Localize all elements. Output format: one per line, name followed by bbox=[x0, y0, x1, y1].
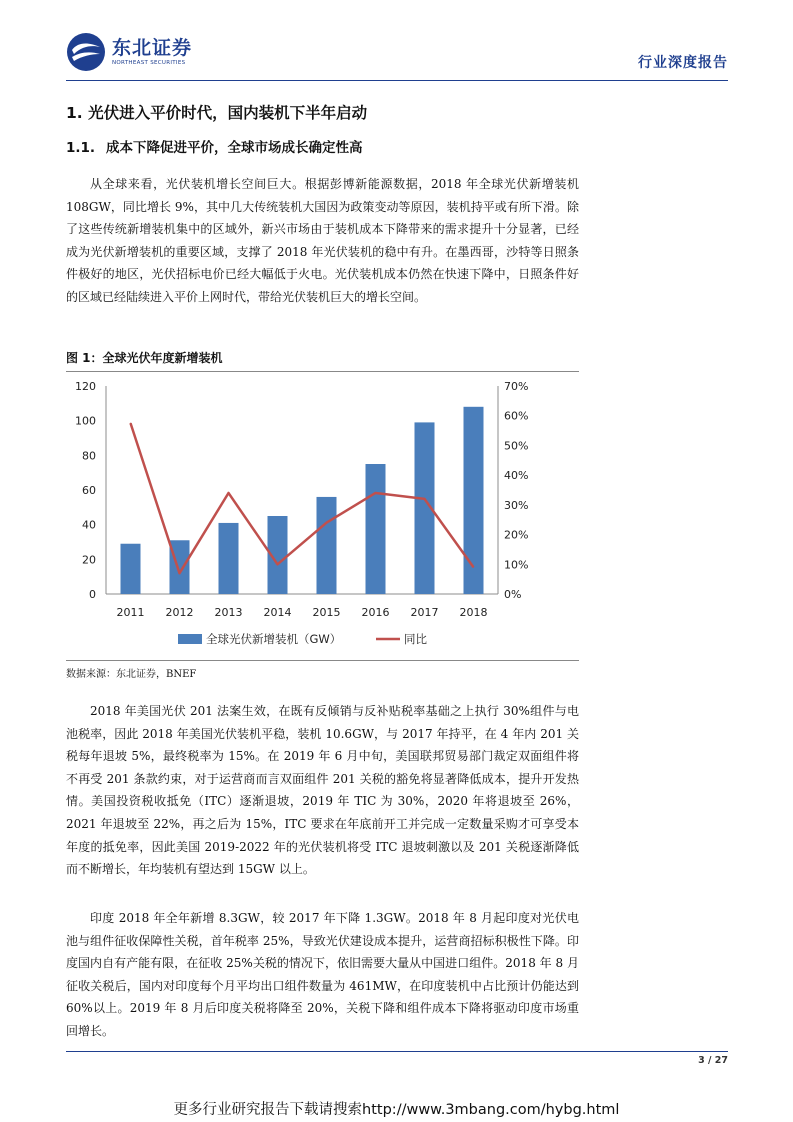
right-tick-label: 70% bbox=[504, 380, 529, 393]
left-tick-label: 60 bbox=[82, 484, 96, 497]
x-tick-label: 2018 bbox=[459, 606, 488, 619]
brand-wordmark bbox=[112, 37, 192, 67]
installations-chart bbox=[66, 372, 579, 660]
section-heading: 1. 光伏进入平价时代，国内装机下半年启动 bbox=[66, 104, 368, 122]
left-tick-label: 80 bbox=[82, 449, 96, 463]
brand-name-cn: 东北证券 bbox=[112, 37, 193, 59]
x-tick-label: 2012 bbox=[165, 606, 194, 619]
subsection-title: 成本下降促进平价，全球市场成长确定性高 bbox=[106, 140, 363, 156]
legend-bar-label: 全球光伏新增装机（GW） bbox=[206, 632, 342, 646]
page-header bbox=[66, 30, 728, 80]
paragraph-us-market: 2018 年美国光伏 201 法案生效，在既有反倾销与反补贴税率基础之上执行 30%组件与电池税率，因此 2018 年美国光伏装机平稳，装机 10.6GW，与 2017 年持平，在 4 年内 201 关税每年退坡 5%，最终税率为 15%。在 2019 年 6 月中旬，美国联邦贸易部门裁定双面组件将不再受 201 条款约束，对于运营商而言双面组件 201 关税的豁免将显著降低成本，提升开发热情。美国投资税收抵免（ITC）逐渐退坡，2019 年 TIC 为 30%，2020 年将退坡至 26%，2021 年退坡至 22%，再之后为 15%，ITC 要求在年底前开工并完成一定数量采购才可享受本年度的抵免率，因此美国 2019-2022 年的光伏装机将受 ITC 退坡刺激以及 201 关税逐渐降低而不断增长，年均装机有望达到 15GW 以上。 bbox=[66, 704, 579, 877]
right-tick-label: 20% bbox=[504, 528, 529, 542]
subsection-number: 1.1. bbox=[66, 140, 96, 156]
brand-name-en: NORTHEAST SECURITIES bbox=[112, 60, 186, 66]
x-tick-label: 2017 bbox=[410, 606, 439, 619]
paragraph-global-market: 从全球来看，光伏装机增长空间巨大。根据彭博新能源数据，2018 年全球光伏新增装机 108GW，同比增长 9%，其中几大传统装机大国因为政策变动等原因，装机持平或有所下滑。除了这些传统新增装机集中的区域外，新兴市场由于装机成本下降带来的需求提升十分显著，已经成为光伏新增装机的重要区域，支撑了 2018 年光伏装机的稳中有升。在墨西哥，沙特等日照条件极好的地区，光伏招标电价已经大幅低于火电。光伏装机成本仍然在快速下降中，日照条件好的区域已经陆续进入平价上网时代，带给光伏装机巨大的增长空间。 bbox=[66, 177, 579, 304]
yoy-point-2018 bbox=[473, 567, 474, 568]
x-tick-label: 2011 bbox=[116, 606, 145, 619]
yoy-point-2015 bbox=[326, 522, 327, 523]
chart-legend bbox=[178, 632, 427, 646]
right-tick-label: 30% bbox=[504, 498, 529, 512]
bar-2013 bbox=[219, 523, 239, 594]
yoy-point-2013 bbox=[228, 492, 229, 493]
legend-bar-swatch bbox=[178, 634, 202, 644]
left-tick-label: 0 bbox=[89, 588, 96, 601]
bar-series bbox=[121, 407, 484, 594]
right-tick-label: 0% bbox=[504, 588, 522, 601]
yoy-point-2017 bbox=[424, 498, 425, 499]
footer-rule bbox=[66, 1051, 728, 1052]
figure-title: 图 1：全球光伏年度新增装机 bbox=[66, 351, 223, 365]
brand-logo bbox=[66, 30, 192, 74]
bar-2016 bbox=[366, 464, 386, 594]
right-tick-label: 60% bbox=[504, 409, 529, 423]
footer-promo-text: 更多行业研究报告下载请搜索http://www.3mbang.com/hybg.html bbox=[173, 1102, 620, 1118]
yoy-point-2014 bbox=[277, 564, 278, 565]
x-tick-label: 2015 bbox=[312, 606, 341, 619]
legend-line-label: 同比 bbox=[404, 632, 427, 646]
left-tick-label: 120 bbox=[75, 380, 96, 393]
x-tick-label: 2016 bbox=[361, 606, 390, 619]
paragraph-india-market: 印度 2018 年全年新增 8.3GW，较 2017 年下降 1.3GW。2018 年 8 月起印度对光伏电池与组件征收保障性关税，首年税率 25%，导致光伏建设成本提升，运营商招标积极性下降。印度国内自有产能有限，在征收 25%关税的情况下，依旧需要大量从中国进口组件。2018 年 8 月征收关税后，国内对印度每个月平均出口组件数量为 461MW，在印度装机中占比预计仍能达到 60%以上。2019 年 8 月后印度关税将降至 20%，关税下降和组件成本下降将驱动印度市场重回增长。 bbox=[66, 911, 579, 1038]
header-rule bbox=[66, 80, 728, 81]
right-axis-ticks bbox=[504, 380, 528, 601]
x-tick-label: 2013 bbox=[214, 606, 243, 619]
yoy-point-2012 bbox=[179, 573, 180, 574]
report-type-label: 行业深度报告 bbox=[638, 55, 728, 71]
brand-logo-icon bbox=[66, 32, 106, 72]
x-axis-labels bbox=[117, 606, 488, 619]
page-number: 3 / 27 bbox=[698, 1055, 728, 1066]
bar-2011 bbox=[121, 544, 141, 594]
yoy-point-2011 bbox=[130, 423, 131, 424]
left-tick-label: 40 bbox=[82, 518, 96, 532]
left-axis-ticks bbox=[75, 380, 96, 601]
left-tick-label: 20 bbox=[82, 553, 96, 567]
figure-bottom-rule bbox=[66, 660, 579, 661]
right-tick-label: 40% bbox=[504, 469, 529, 483]
left-tick-label: 100 bbox=[75, 414, 96, 428]
subsection-heading bbox=[66, 136, 363, 156]
yoy-point-2016 bbox=[375, 492, 376, 493]
x-tick-label: 2014 bbox=[263, 606, 292, 619]
bar-2015 bbox=[317, 497, 337, 594]
figure-source: 数据来源：东北证券，BNEF bbox=[66, 669, 197, 680]
right-tick-label: 10% bbox=[504, 558, 529, 572]
right-tick-label: 50% bbox=[504, 439, 529, 453]
